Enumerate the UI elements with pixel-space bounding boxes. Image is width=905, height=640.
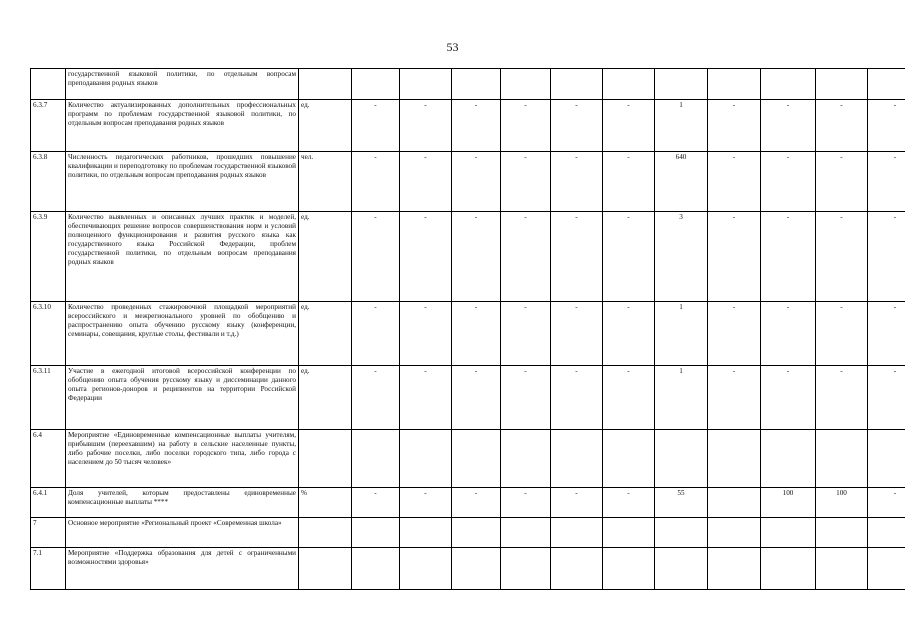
row-value-cell: 55 bbox=[655, 488, 708, 518]
table-row bbox=[31, 488, 905, 518]
row-value-cell: - bbox=[761, 366, 816, 430]
row-value-cell: - bbox=[452, 152, 501, 212]
row-description-cell: Количество проведенных стажировочной площадкой мероприятий всероссийского и межрегионального уровней по обобщению и распространению опыта обучению русскому языку (конференции, семинары, совещания, круглые столы, фестивали и т.д.) bbox=[66, 302, 299, 366]
row-value-cell bbox=[655, 518, 708, 548]
row-value-cell: - bbox=[501, 366, 551, 430]
row-value-cell bbox=[501, 518, 551, 548]
table-row bbox=[31, 548, 905, 590]
row-value-cell: - bbox=[501, 212, 551, 302]
row-number-cell: 6.4 bbox=[31, 430, 66, 488]
row-value-cell bbox=[551, 518, 603, 548]
table-row bbox=[31, 518, 905, 548]
table-body bbox=[31, 69, 905, 590]
row-unit-cell: чел. bbox=[299, 152, 352, 212]
row-value-cell bbox=[352, 518, 400, 548]
row-value-cell bbox=[816, 548, 868, 590]
row-value-cell: 100 bbox=[816, 488, 868, 518]
row-value-cell: - bbox=[868, 488, 905, 518]
row-value-cell: - bbox=[352, 152, 400, 212]
row-value-cell bbox=[452, 69, 501, 100]
row-description-cell: Основное мероприятие «Региональный проект «Современная школа» bbox=[66, 518, 299, 548]
row-number-cell: 6.3.10 bbox=[31, 302, 66, 366]
row-value-cell bbox=[551, 69, 603, 100]
row-value-cell bbox=[352, 430, 400, 488]
row-value-cell bbox=[761, 430, 816, 488]
row-value-cell: - bbox=[501, 488, 551, 518]
row-value-cell: - bbox=[452, 488, 501, 518]
row-description-cell: Численность педагогических работников, прошедших повышение квалификации и переподготовку по проблемам государственной языковой политики, по отдельным вопросам преподавания родных языков bbox=[66, 152, 299, 212]
row-value-cell: - bbox=[816, 366, 868, 430]
row-value-cell: - bbox=[352, 302, 400, 366]
row-value-cell bbox=[816, 430, 868, 488]
row-description-cell: Мероприятие «Поддержка образования для детей с ограниченными возможностями здоровья» bbox=[66, 548, 299, 590]
row-value-cell bbox=[708, 488, 761, 518]
row-number-cell: 6.3.11 bbox=[31, 366, 66, 430]
row-value-cell bbox=[655, 430, 708, 488]
row-value-cell: 1 bbox=[655, 366, 708, 430]
row-value-cell bbox=[501, 548, 551, 590]
row-value-cell: - bbox=[603, 488, 655, 518]
row-number-cell: 6.4.1 bbox=[31, 488, 66, 518]
row-value-cell: - bbox=[501, 100, 551, 152]
row-value-cell: - bbox=[551, 100, 603, 152]
row-value-cell bbox=[400, 548, 452, 590]
row-value-cell bbox=[816, 518, 868, 548]
row-value-cell: - bbox=[400, 366, 452, 430]
row-value-cell: - bbox=[708, 302, 761, 366]
row-value-cell: - bbox=[452, 366, 501, 430]
row-value-cell bbox=[816, 69, 868, 100]
indicators-table bbox=[30, 68, 905, 590]
row-value-cell: - bbox=[708, 212, 761, 302]
row-description-cell: Количество актуализированных дополнительных профессиональных программ по проблемам государственной языковой политики, по отдельным вопросам преподавания родных языков bbox=[66, 100, 299, 152]
row-value-cell: - bbox=[400, 488, 452, 518]
row-value-cell bbox=[708, 430, 761, 488]
row-value-cell: - bbox=[501, 302, 551, 366]
row-unit-cell bbox=[299, 548, 352, 590]
row-value-cell: - bbox=[352, 212, 400, 302]
row-value-cell bbox=[452, 518, 501, 548]
row-value-cell: - bbox=[761, 212, 816, 302]
row-value-cell bbox=[400, 430, 452, 488]
row-value-cell: - bbox=[452, 302, 501, 366]
row-value-cell bbox=[761, 548, 816, 590]
row-value-cell: - bbox=[708, 366, 761, 430]
row-value-cell: - bbox=[868, 100, 905, 152]
row-value-cell: - bbox=[816, 100, 868, 152]
row-value-cell: - bbox=[708, 152, 761, 212]
row-value-cell: - bbox=[603, 212, 655, 302]
row-unit-cell: % bbox=[299, 488, 352, 518]
row-value-cell: - bbox=[452, 100, 501, 152]
row-value-cell: - bbox=[400, 212, 452, 302]
row-value-cell bbox=[708, 518, 761, 548]
row-value-cell: - bbox=[400, 100, 452, 152]
row-unit-cell: ед. bbox=[299, 100, 352, 152]
row-value-cell: 640 bbox=[655, 152, 708, 212]
row-value-cell: - bbox=[868, 212, 905, 302]
table-row bbox=[31, 430, 905, 488]
row-value-cell bbox=[655, 69, 708, 100]
row-value-cell: - bbox=[603, 100, 655, 152]
row-value-cell: - bbox=[816, 302, 868, 366]
row-value-cell: - bbox=[352, 100, 400, 152]
row-value-cell: - bbox=[816, 152, 868, 212]
row-value-cell: - bbox=[603, 366, 655, 430]
row-description-cell: Количество выявленных и описанных лучших практик и моделей, обеспечивающих решение вопросов совершенствования норм и условий полноценного функционирования и развития русского языка как государственного языка Российской Федерации, проблем государственной политики, по отдельным вопросам преподавания родных языков bbox=[66, 212, 299, 302]
row-value-cell bbox=[708, 69, 761, 100]
row-value-cell: - bbox=[761, 100, 816, 152]
row-value-cell bbox=[551, 430, 603, 488]
table-row bbox=[31, 100, 905, 152]
row-value-cell: - bbox=[761, 152, 816, 212]
row-value-cell bbox=[400, 69, 452, 100]
row-value-cell bbox=[551, 548, 603, 590]
row-value-cell: 1 bbox=[655, 302, 708, 366]
row-description-cell: Участие в ежегодной итоговой всероссийской конференции по обобщению опыта обучения русскому языку и диссеминации данного опыта регионов-доноров и реципиентов на территории Российской Федерации bbox=[66, 366, 299, 430]
row-description-cell: государственной языковой политики, по отдельным вопросам преподавания родных языков bbox=[66, 69, 299, 100]
row-value-cell: - bbox=[868, 366, 905, 430]
row-description-cell: Мероприятие «Единовременные компенсационные выплаты учителям, прибывшим (переехавшим) на работу в сельские населенные пункты, либо рабочие поселки, либо поселки городского типа, либо города с населением до 50 тысяч человек» bbox=[66, 430, 299, 488]
row-value-cell bbox=[761, 518, 816, 548]
row-value-cell bbox=[352, 548, 400, 590]
row-unit-cell: ед. bbox=[299, 366, 352, 430]
row-value-cell: 1 bbox=[655, 100, 708, 152]
row-value-cell: - bbox=[551, 212, 603, 302]
row-value-cell: - bbox=[452, 212, 501, 302]
row-value-cell: - bbox=[400, 152, 452, 212]
row-value-cell: - bbox=[551, 488, 603, 518]
row-value-cell: - bbox=[868, 302, 905, 366]
row-value-cell bbox=[501, 430, 551, 488]
row-value-cell: - bbox=[761, 302, 816, 366]
row-unit-cell bbox=[299, 430, 352, 488]
row-value-cell bbox=[868, 430, 905, 488]
row-value-cell bbox=[603, 548, 655, 590]
row-number-cell: 6.3.8 bbox=[31, 152, 66, 212]
row-value-cell bbox=[868, 518, 905, 548]
table-row bbox=[31, 69, 905, 100]
row-value-cell: - bbox=[400, 302, 452, 366]
row-value-cell: - bbox=[501, 152, 551, 212]
row-number-cell: 7.1 bbox=[31, 548, 66, 590]
row-value-cell bbox=[452, 430, 501, 488]
row-value-cell bbox=[603, 69, 655, 100]
row-value-cell: - bbox=[816, 212, 868, 302]
row-value-cell: - bbox=[352, 366, 400, 430]
row-value-cell bbox=[868, 548, 905, 590]
row-value-cell bbox=[400, 518, 452, 548]
table-row bbox=[31, 366, 905, 430]
row-value-cell: - bbox=[551, 152, 603, 212]
row-value-cell: - bbox=[708, 100, 761, 152]
row-value-cell bbox=[603, 518, 655, 548]
table-row bbox=[31, 302, 905, 366]
row-value-cell bbox=[761, 69, 816, 100]
row-value-cell: - bbox=[551, 302, 603, 366]
page-number: 53 bbox=[446, 40, 459, 54]
row-number-cell bbox=[31, 69, 66, 100]
table-row bbox=[31, 212, 905, 302]
row-value-cell bbox=[352, 69, 400, 100]
row-number-cell: 6.3.7 bbox=[31, 100, 66, 152]
row-value-cell bbox=[603, 430, 655, 488]
row-value-cell: - bbox=[551, 366, 603, 430]
row-value-cell: - bbox=[352, 488, 400, 518]
row-number-cell: 7 bbox=[31, 518, 66, 548]
row-value-cell: 3 bbox=[655, 212, 708, 302]
row-value-cell bbox=[452, 548, 501, 590]
row-value-cell bbox=[868, 69, 905, 100]
row-value-cell: - bbox=[603, 302, 655, 366]
row-value-cell bbox=[708, 548, 761, 590]
row-description-cell: Доля учителей, которым предоставлены единовременные компенсационные выплаты **** bbox=[66, 488, 299, 518]
row-unit-cell bbox=[299, 518, 352, 548]
row-unit-cell: ед. bbox=[299, 302, 352, 366]
row-unit-cell: ед. bbox=[299, 212, 352, 302]
row-value-cell: 100 bbox=[761, 488, 816, 518]
row-value-cell bbox=[655, 548, 708, 590]
row-number-cell: 6.3.9 bbox=[31, 212, 66, 302]
row-unit-cell bbox=[299, 69, 352, 100]
row-value-cell bbox=[501, 69, 551, 100]
row-value-cell: - bbox=[868, 152, 905, 212]
table-row bbox=[31, 152, 905, 212]
row-value-cell: - bbox=[603, 152, 655, 212]
